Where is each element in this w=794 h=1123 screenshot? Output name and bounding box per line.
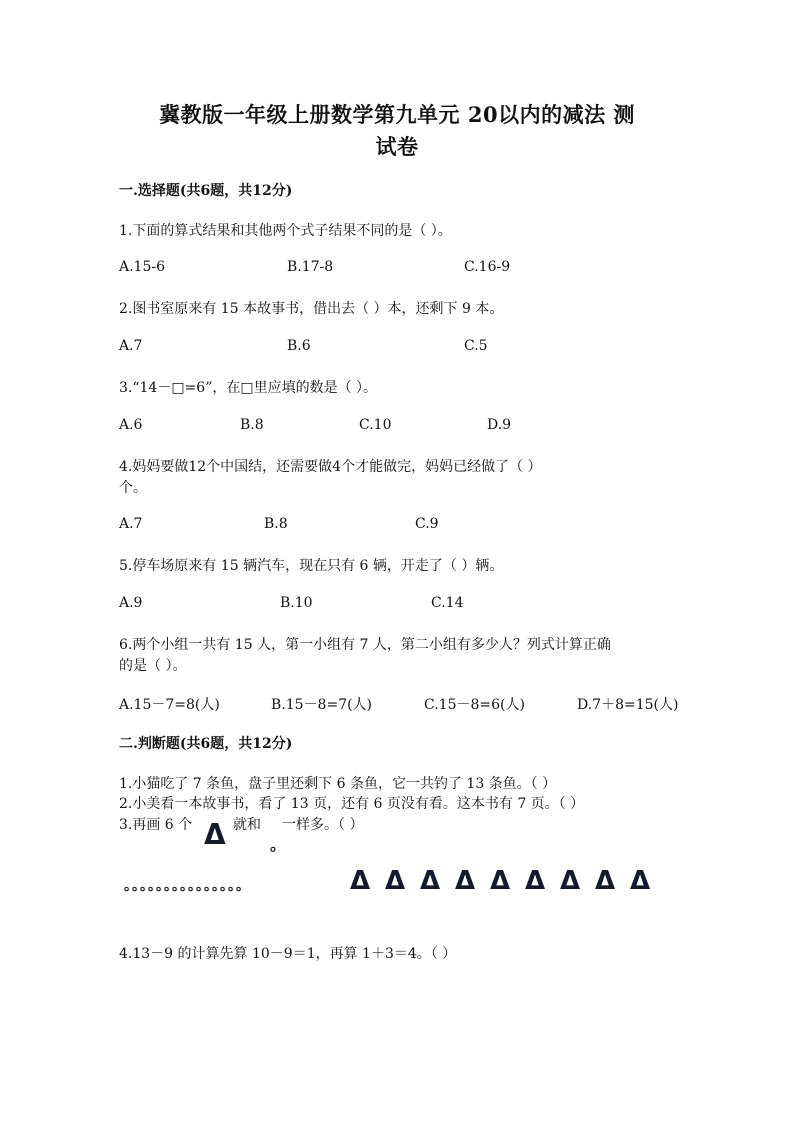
judge-question-4: 4.13－9 的计算先算 10－9＝1，再算 1＋3＝4。（ ） xyxy=(119,946,457,962)
question-5: 5.停车场原来有 15 辆汽车，现在只有 6 辆，开走了（ ）辆。 xyxy=(119,558,504,574)
triangle-icon: Δ xyxy=(524,866,546,896)
judge-question-3-mid: 就和 xyxy=(233,817,261,833)
question-4-cont: 个。 xyxy=(119,480,147,496)
circle-icon: 。 xyxy=(270,835,287,854)
q5-option-b: B.10 xyxy=(280,595,313,611)
judge-question-2: 2.小美看一本故事书，看了 13 页，还有 6 页没有看。这本书有 7 页。（ ） xyxy=(119,796,585,812)
circle-row: 。。。。。。。。。。。。。。。 xyxy=(124,878,251,894)
q3-option-c: C.10 xyxy=(359,417,392,433)
question-2: 2.图书室原来有 15 本故事书，借出去（ ）本，还剩下 9 本。 xyxy=(119,301,504,317)
judge-question-3-end: 一样多。（ ） xyxy=(282,817,364,833)
triangle-icon: Δ xyxy=(629,866,651,896)
question-4: 4.妈妈要做12个中国结，还需要做4个才能做完，妈妈已经做了（ ） xyxy=(119,459,542,475)
triangle-icon: Δ xyxy=(204,818,226,851)
triangle-icon: Δ xyxy=(489,866,511,896)
q4-option-a: A.7 xyxy=(119,516,143,532)
section-heading-choice: 一.选择题(共6题，共12分) xyxy=(119,183,293,199)
q4-option-b: B.8 xyxy=(264,516,288,532)
page-title-line2: 试卷 xyxy=(375,134,419,159)
q2-option-c: C.5 xyxy=(464,338,488,354)
question-3: 3.“14－□=6”，在□里应填的数是（ ）。 xyxy=(119,380,378,396)
q5-option-a: A.9 xyxy=(119,595,143,611)
triangle-icon: Δ xyxy=(559,866,581,896)
page-title-line1: 冀教版一年级上册数学第九单元 20以内的减法 测 xyxy=(159,102,635,127)
judge-question-1: 1.小猫吃了 7 条鱼，盘子里还剩下 6 条鱼，它一共钓了 13 条鱼。（ ） xyxy=(119,776,557,792)
q1-option-c: C.16-9 xyxy=(464,259,511,275)
q3-option-d: D.9 xyxy=(487,417,512,433)
q6-option-b: B.15－8=7(人) xyxy=(271,697,373,713)
q2-option-b: B.6 xyxy=(287,338,311,354)
q5-option-c: C.14 xyxy=(431,595,464,611)
triangle-row xyxy=(348,868,652,894)
q4-option-c: C.9 xyxy=(415,516,439,532)
q1-option-b: B.17-8 xyxy=(287,259,334,275)
triangle-icon: Δ xyxy=(419,866,441,896)
triangle-icon: Δ xyxy=(594,866,616,896)
q3-option-a: A.6 xyxy=(119,417,143,433)
question-1: 1.下面的算式结果和其他两个式子结果不同的是（ ）。 xyxy=(119,223,452,239)
q6-option-d: D.7＋8=15(人) xyxy=(577,697,679,713)
triangle-icon: Δ xyxy=(454,866,476,896)
q6-option-a: A.15－7=8(人) xyxy=(119,697,220,713)
q2-option-a: A.7 xyxy=(119,338,143,354)
triangle-icon: Δ xyxy=(349,866,371,896)
q6-option-c: C.15－8=6(人) xyxy=(424,697,525,713)
judge-question-3-start: 3.再画 6 个 xyxy=(119,817,193,833)
question-6-cont: 的是（ ）。 xyxy=(119,658,187,674)
section-heading-judge: 二.判断题(共6题，共12分) xyxy=(119,736,293,752)
q3-option-b: B.8 xyxy=(240,417,264,433)
triangle-icon: Δ xyxy=(384,866,406,896)
q1-option-a: A.15-6 xyxy=(119,259,166,275)
question-6: 6.两个小组一共有 15 人，第一小组有 7 人，第二小组有多少人？列式计算正确 xyxy=(119,637,611,653)
